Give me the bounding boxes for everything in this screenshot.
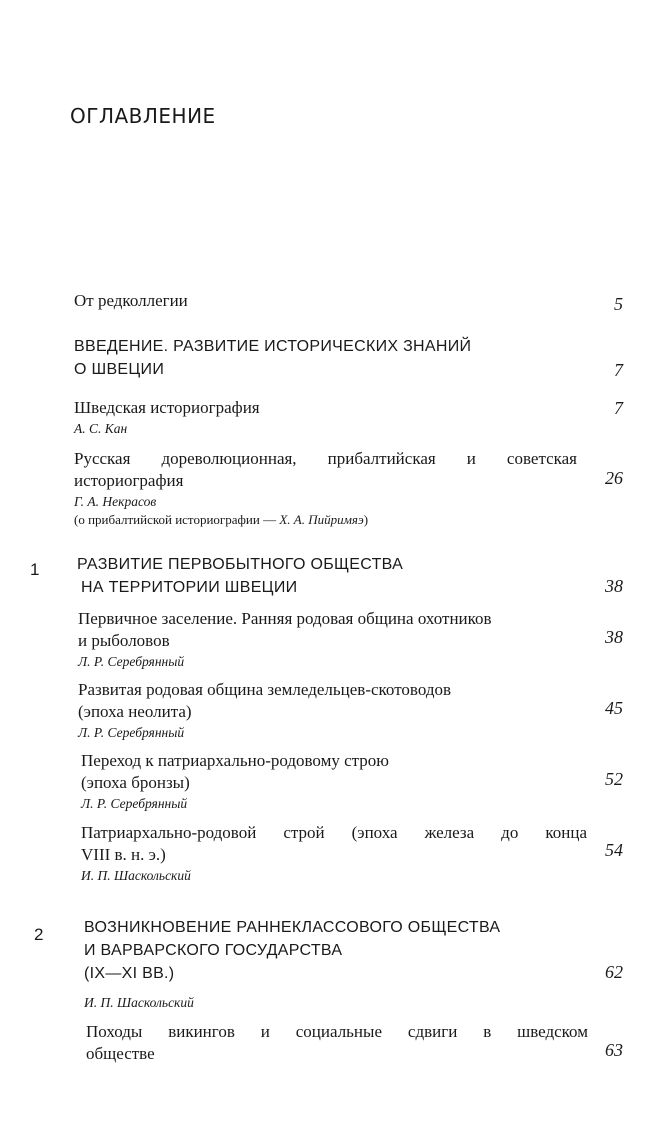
toc-entry-neolithic bbox=[78, 679, 598, 742]
entry-title-line-1: ВВЕДЕНИЕ. РАЗВИТИЕ ИСТОРИЧЕСКИХ ЗНАНИЙ bbox=[74, 338, 472, 355]
entry-author: А. С. Кан bbox=[74, 421, 128, 436]
entry-title: От редколлегии bbox=[74, 291, 188, 310]
toc-entry-bronze-age bbox=[81, 750, 601, 813]
chapter-number: 1 bbox=[30, 560, 40, 579]
note-author: Х. А. Пийримяэ bbox=[279, 512, 364, 527]
entry-title-line-2: историография bbox=[74, 471, 184, 490]
page-number: 26 bbox=[605, 468, 623, 488]
entry-title-line-2: (эпоха неолита) bbox=[78, 702, 192, 721]
page-number: 38 bbox=[605, 576, 623, 596]
entry-author: И. П. Шаскольский bbox=[84, 995, 194, 1010]
entry-title-line-1: Развитая родовая община земледельцев-скотоводов bbox=[78, 680, 452, 699]
toc-entry-iron-age bbox=[81, 822, 587, 885]
toc-entry-editorial bbox=[74, 290, 594, 312]
entry-author: Л. Р. Серебрянный bbox=[78, 654, 185, 669]
entry-title-line-1: Переход к патриархально-родовому строю bbox=[81, 751, 390, 770]
entry-author: И. П. Шаскольский bbox=[81, 868, 191, 883]
toc-entry-viking-raids bbox=[86, 1021, 588, 1065]
entry-author: Л. Р. Серебрянный bbox=[78, 725, 185, 740]
page-number: 52 bbox=[605, 769, 623, 789]
entry-title-line-2: (эпоха бронзы) bbox=[81, 773, 190, 792]
page-number: 38 bbox=[605, 627, 623, 647]
entry-author: Г. А. Некрасов bbox=[74, 494, 157, 509]
page-title: ОГЛАВЛЕНИЕ bbox=[70, 104, 216, 128]
entry-title: Шведская историография bbox=[74, 398, 260, 417]
toc-entry-swedish-historiography bbox=[74, 397, 594, 438]
page-number: 54 bbox=[605, 840, 623, 860]
page-number: 63 bbox=[605, 1040, 623, 1060]
entry-title-line-2: О ШВЕЦИИ bbox=[74, 361, 165, 378]
toc-entry-russian-historiography bbox=[74, 448, 577, 529]
entry-title-line-1: Первичное заселение. Ранняя родовая община охотников bbox=[78, 609, 492, 628]
entry-title-line-2: И ВАРВАРСКОГО ГОСУДАРСТВА bbox=[84, 942, 343, 959]
entry-title-line-1: Русская дореволюционная, прибалтийская и советская bbox=[74, 449, 577, 468]
entry-title-line-2: обществе bbox=[86, 1044, 155, 1063]
toc-entry-initial-settlement bbox=[78, 608, 598, 671]
page-number: 5 bbox=[614, 294, 623, 314]
entry-title-line-1: Патриархально-родовой строй (эпоха железа до конца bbox=[81, 823, 587, 842]
page-number: 45 bbox=[605, 698, 623, 718]
page-number: 62 bbox=[605, 962, 623, 982]
entry-title-line-1: ВОЗНИКНОВЕНИЕ РАННЕКЛАССОВОГО ОБЩЕСТВА bbox=[84, 919, 501, 936]
entry-title-line-2: VIII в. н. э.) bbox=[81, 845, 166, 864]
entry-title-line-2: НА ТЕРРИТОРИИ ШВЕЦИИ bbox=[81, 579, 298, 596]
entry-title-line-1: Походы викингов и социальные сдвиги в шведском bbox=[86, 1022, 588, 1041]
toc-entry-chapter-2 bbox=[84, 916, 604, 1012]
entry-note: (о прибалтийской историографии — Х. А. Пийримяэ) bbox=[74, 512, 369, 527]
chapter-number: 2 bbox=[34, 925, 44, 944]
entry-title-line-1: РАЗВИТИЕ ПЕРВОБЫТНОГО ОБЩЕСТВА bbox=[77, 556, 404, 573]
entry-author: Л. Р. Серебрянный bbox=[81, 796, 188, 811]
entry-title-line-2: и рыболовов bbox=[78, 631, 170, 650]
toc-entry-introduction bbox=[74, 335, 594, 381]
page-number: 7 bbox=[614, 398, 623, 418]
entry-title-line-3: (IX—XI ВВ.) bbox=[84, 965, 175, 982]
page-number: 7 bbox=[614, 360, 623, 380]
toc-entry-chapter-1 bbox=[77, 553, 597, 599]
